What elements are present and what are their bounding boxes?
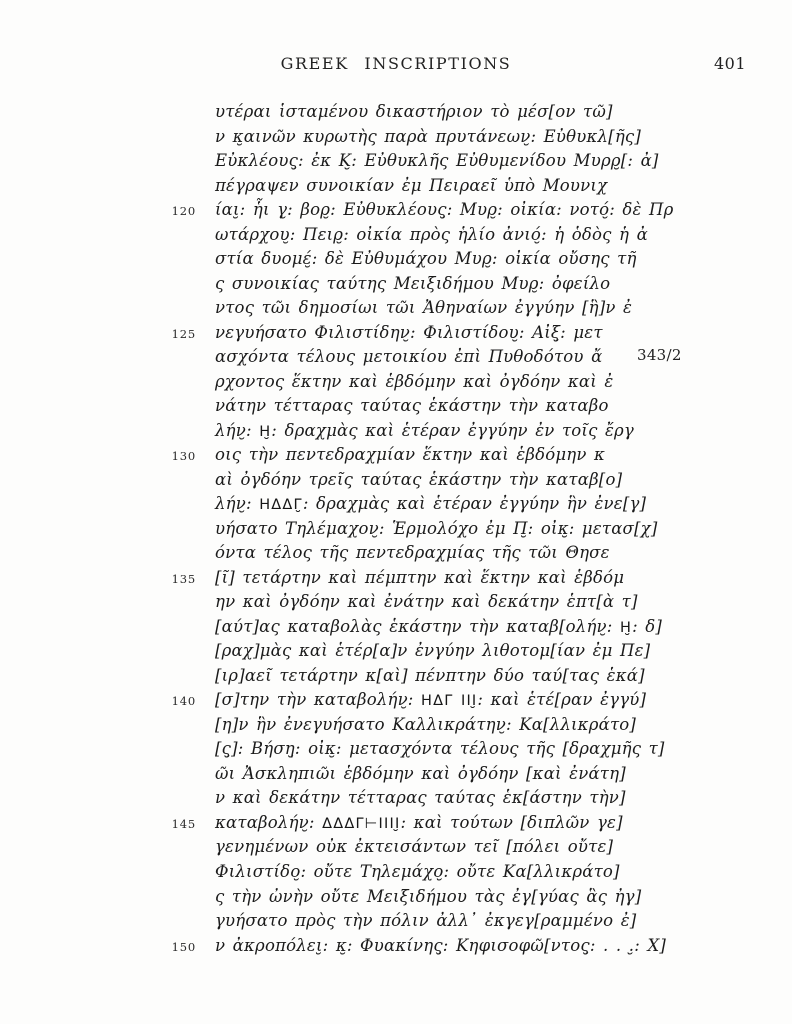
inscription-lines bbox=[0, 100, 792, 958]
inscription-line bbox=[0, 762, 792, 787]
line-number: 140 bbox=[171, 694, 196, 709]
line-text: [ιρ]αεῖ τετάρτην κ[αὶ] πένπτην δύο ταύ[τας ἑκά] bbox=[215, 665, 645, 685]
line-text: αὶ ὀγδόην τρεῖς ταύτας ἑκάστην τὴν καταβ[ο] bbox=[215, 469, 623, 489]
line-text: [η]ν ἣν ἐνεγυήσατο Καλλικράτην̮: Κα[λλικράτο] bbox=[215, 714, 637, 734]
line-text: [σ]την τὴν καταβολήν̮: ΗΔΓ ΙΙΙ̮: καὶ ἑτέ[ραν ἐγγύ] bbox=[215, 690, 647, 710]
inscription-line bbox=[0, 272, 792, 297]
line-text: ς τὴν ὠνὴν οὔτε Μειξιδήμου τὰς ἐγ[γύας ἃς ἠγ] bbox=[215, 886, 642, 906]
inscription-line bbox=[0, 419, 792, 444]
line-text: γυήσατο πρὸς τὴν πόλιν ἀλλ᾽ ἐκγεγ[ραμμένο ἐ] bbox=[215, 911, 637, 931]
line-text: ς συνοικίας ταύτης Μειξιδήμου Μυρ̮: ὀφείλο bbox=[215, 273, 611, 293]
inscription-line bbox=[0, 247, 792, 272]
inscription-line bbox=[0, 737, 792, 762]
acrophonic-numeral: ΔΔΔΓ⊢ΙΙΙΙ̮ bbox=[322, 815, 401, 832]
inscription-line bbox=[0, 468, 792, 493]
inscription-line bbox=[0, 296, 792, 321]
line-text: ίαι̮: ἧι γ̮: βορ̮: Εὐθυκλέους̮: Μυρ̮: οἰκία: νοτό̮: δὲ Πρ bbox=[215, 200, 674, 220]
line-text: [ῖ] τετάρτην καὶ πέμπτην καὶ ἕκτην καὶ ἑβδόμ bbox=[215, 567, 625, 587]
line-text: λήν̮: ΗΔΔΓ̮: δραχμὰς καὶ ἑτέραν ἐγγύην ἣν ἐνε[γ] bbox=[215, 494, 647, 514]
page-title: GREEK INSCRIPTIONS bbox=[280, 54, 512, 73]
page-number: 401 bbox=[713, 54, 746, 73]
line-text: υτέραι ἱσταμένου δικαστήριον τὸ μέσ[ον τῶ] bbox=[215, 102, 613, 121]
line-text: ασχόντα τέλους μετοικίου ἐπὶ Πυθοδότου ἄ bbox=[215, 347, 603, 367]
line-text: Φιλιστίδο̮: οὔτε Τηλεμάχο̮: οὔτε Κα[λλικράτο] bbox=[215, 861, 620, 881]
line-text: στία δυομέ̮: δὲ Εὐθυμάχου Μυρ̮: οἰκία οὔσης τῆ bbox=[215, 249, 637, 269]
line-number: 125 bbox=[171, 326, 196, 341]
inscription-line bbox=[0, 664, 792, 689]
inscription-line bbox=[0, 125, 792, 150]
inscription-line bbox=[0, 885, 792, 910]
inscription-line bbox=[0, 713, 792, 738]
inscription-line bbox=[0, 223, 792, 248]
line-text: [ς̮]: Βήση̮: οἰκ̮: μετασχόντα τέλους τῆς [δραχμῆς τ] bbox=[215, 739, 665, 759]
inscription-line bbox=[0, 370, 792, 395]
line-text: νάτην τέτταρας ταύτας ἑκάστην τὴν καταβο bbox=[215, 396, 609, 416]
inscription-line bbox=[0, 198, 792, 223]
inscription-line bbox=[0, 541, 792, 566]
acrophonic-numeral: ΙΙΙ̮ bbox=[460, 693, 478, 710]
inscription-line bbox=[0, 615, 792, 640]
line-text: γενημένων οὐκ ἐκτεισάντων τεῖ [πόλει οὔτε] bbox=[215, 837, 614, 857]
line-text: ντος τῶι δημοσίωι τῶι Ἀθηναίων ἐγγύην [ἣ]ν ἐ bbox=[215, 298, 633, 318]
inscription-line bbox=[0, 100, 792, 125]
line-text: Εὐκλέους̮: ἐκ Κ̮: Εὐθυκλῆς Εὐθυμενίδου Μυρρ̮[: ἀ] bbox=[215, 151, 659, 171]
inscription-line bbox=[0, 443, 792, 468]
line-text: ν καὶ δεκάτην τέτταρας ταύτας ἑκ[άστην τὴν] bbox=[215, 788, 626, 808]
line-text: [ραχ]μὰς καὶ ἑτέρ[α]ν ἐνγύην λιθοτομ[ίαν ἐμ Πε] bbox=[215, 641, 651, 661]
inscription-line bbox=[0, 860, 792, 885]
line-number: 145 bbox=[171, 816, 196, 831]
inscription-line bbox=[0, 517, 792, 542]
line-text: ωτάρχου̮: Πειρ̮: οἰκία πρὸς ἡλίο ἀνιό̮: ἡ ὁδὸς ἡ ἀ bbox=[215, 224, 648, 244]
inscription-line bbox=[0, 786, 792, 811]
line-text: ν ἀκροπόλει̮: κ̮: Φυακίνης̮: Κηφισοφῶ[ντος̮: . . .̮: Χ] bbox=[215, 935, 667, 955]
acrophonic-numeral: ΗΔΔΓ̮ bbox=[259, 497, 303, 514]
inscription-line bbox=[0, 321, 792, 346]
inscription-line bbox=[0, 835, 792, 860]
line-number: 150 bbox=[171, 939, 196, 954]
line-text: όντα τέλος τῆς πεντεδραχμίας τῆς τῶι Θησε bbox=[215, 543, 610, 563]
acrophonic-numeral: ΗΔΓ bbox=[421, 693, 454, 710]
date-margin-note: 343/2 bbox=[637, 346, 682, 364]
inscription-line bbox=[0, 394, 792, 419]
inscription-line bbox=[0, 149, 792, 174]
line-number: 135 bbox=[171, 571, 196, 586]
inscription-line bbox=[0, 811, 792, 836]
inscription-line bbox=[0, 590, 792, 615]
inscription-line bbox=[0, 174, 792, 199]
line-text: καταβολήν̮: ΔΔΔΓ⊢ΙΙΙΙ̮: καὶ τούτων [διπλῶν γε] bbox=[215, 812, 623, 832]
inscription-line bbox=[0, 688, 792, 713]
inscription-line bbox=[0, 492, 792, 517]
line-text: υήσατο Τηλέμαχον̮: Ἑρμολόχο ἐμ Π̮: οἰκ̮: μετασ[χ] bbox=[215, 518, 658, 538]
line-text: οις τὴν πεντεδραχμίαν ἕκτην καὶ ἑβδόμην κ bbox=[215, 445, 606, 465]
line-number: 130 bbox=[171, 449, 196, 464]
inscription-line bbox=[0, 934, 792, 959]
line-text: ῶι Ἀσκληπιῶι ἑβδόμην καὶ ὀγδόην [καὶ ἐνάτη] bbox=[215, 763, 626, 783]
acrophonic-numeral: Η̮ bbox=[259, 423, 272, 440]
line-text: πέγραψεν συνοικίαν ἐμ Πειραεῖ ὑπὸ Μουνιχ bbox=[215, 175, 608, 195]
running-head bbox=[0, 54, 792, 76]
line-text: ην καὶ ὀγδόην καὶ ἐνάτην καὶ δεκάτην ἑπτ[ὰ τ] bbox=[215, 592, 638, 612]
acrophonic-numeral: Η̮ bbox=[619, 619, 633, 636]
line-text: ρχοντος ἕκτην καὶ ἑβδόμην καὶ ὀγδόην καὶ ἐ bbox=[215, 371, 614, 391]
line-text: ν κ̮αινῶν κυρωτὴς παρὰ πρυτάνεων̮: Εὐθυκλ[ῆς] bbox=[215, 126, 641, 146]
inscription-line bbox=[0, 909, 792, 934]
inscription-line bbox=[0, 566, 792, 591]
line-text: [αύτ]ας καταβολὰς ἑκάστην τὴν καταβ[ολήν̮: Η̮: δ] bbox=[215, 616, 663, 636]
line-number: 120 bbox=[171, 204, 196, 219]
inscription-line bbox=[0, 639, 792, 664]
line-text: νεγυήσατο Φιλιστίδην̮: Φιλιστίδου̮: Αἰξ̮: μετ bbox=[215, 322, 603, 342]
line-text: λήν̮: Η̮: δραχμὰς καὶ ἑτέραν ἐγγύην ἐν τοῖς ἔργ bbox=[215, 420, 634, 440]
